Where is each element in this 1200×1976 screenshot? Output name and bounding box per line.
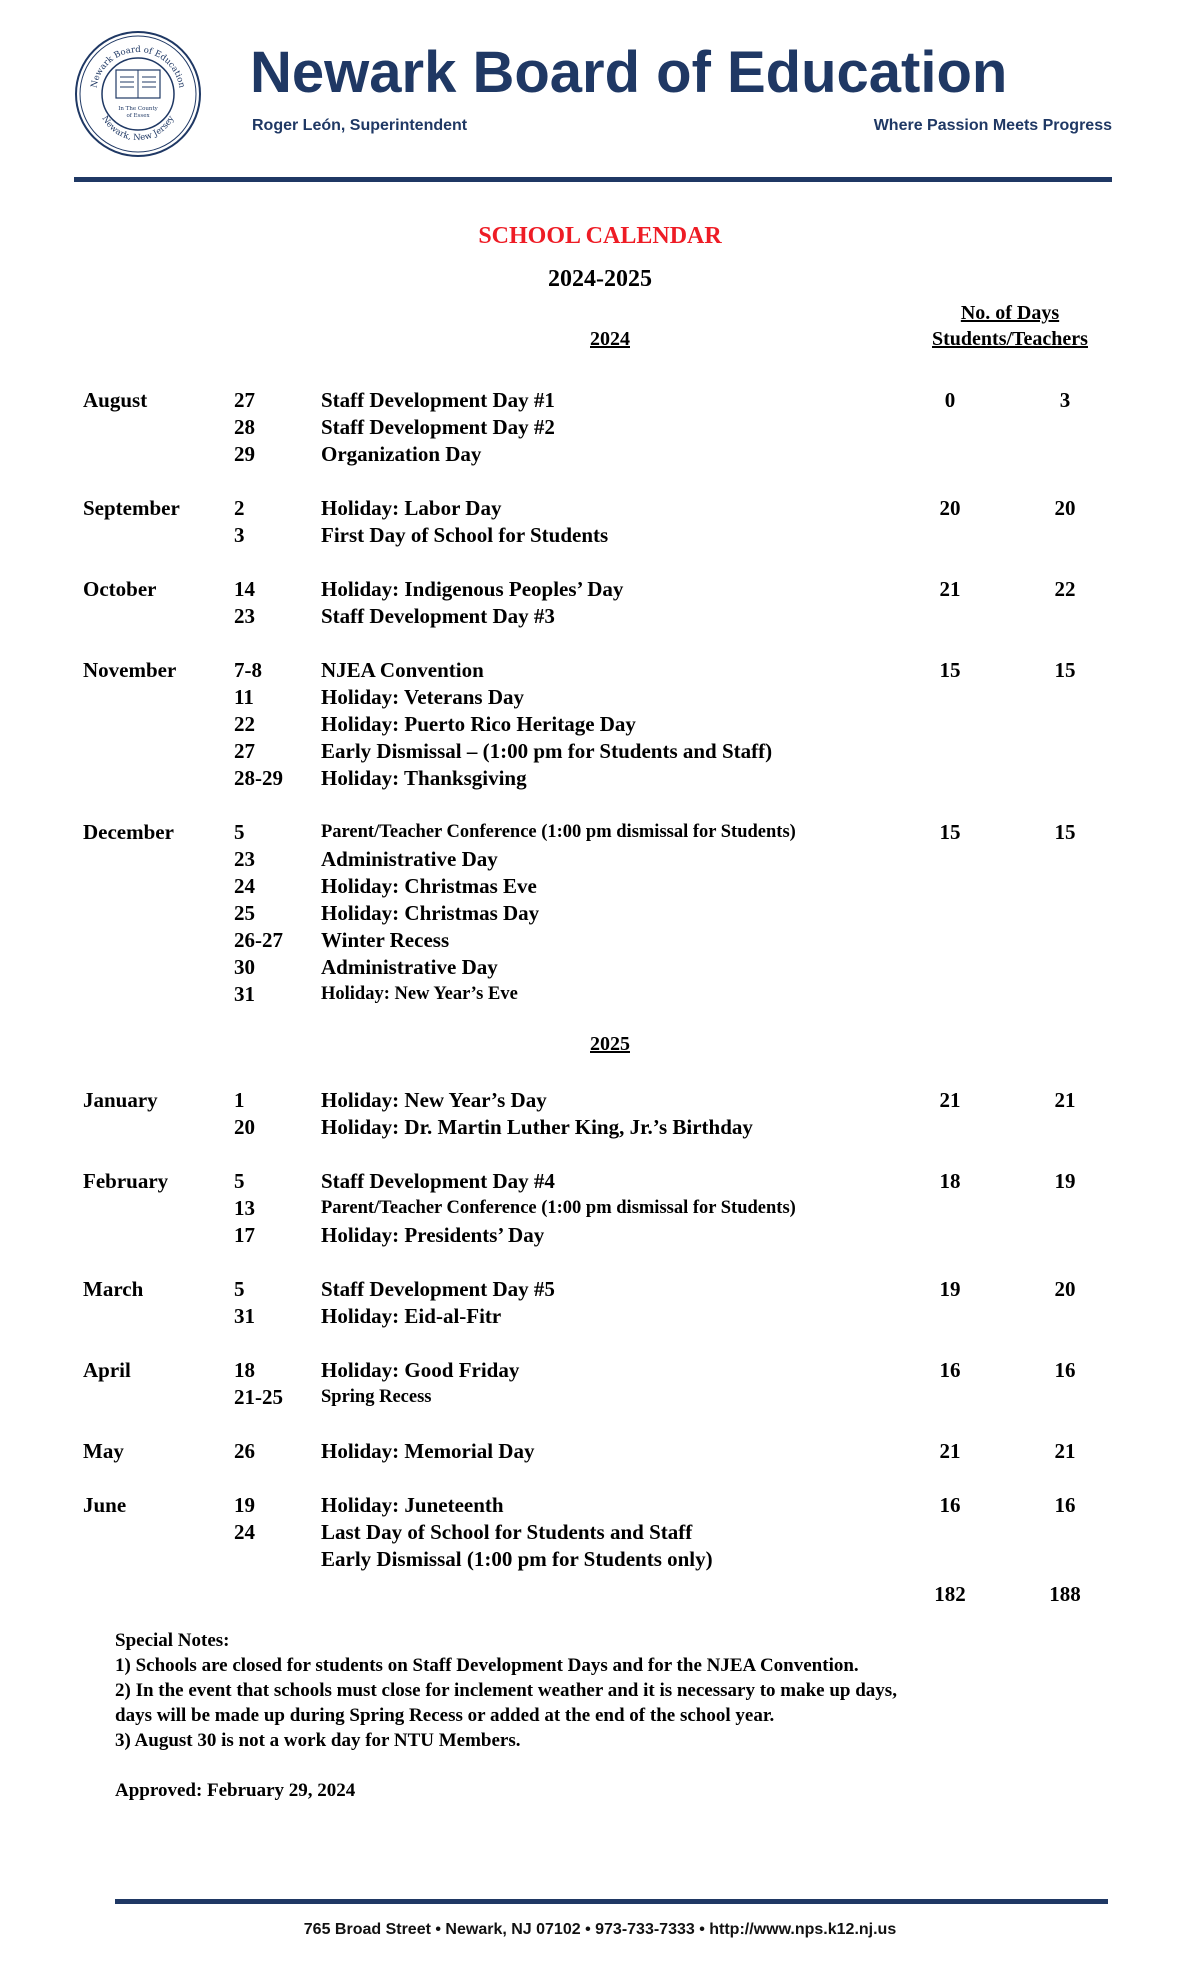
svg-text:Newark, New Jersey: Newark, New Jersey [99, 114, 177, 144]
row-month: April [83, 1358, 131, 1382]
row-date: 29 [234, 442, 255, 466]
calendar-row [0, 603, 1200, 630]
row-date: 28 [234, 415, 255, 439]
calendar-row [0, 927, 1200, 954]
row-event: Early Dismissal – (1:00 pm for Students and Staff) [321, 739, 773, 763]
days-column-header [900, 300, 1120, 352]
row-event: Holiday: Eid-al-Fitr [321, 1304, 502, 1328]
row-event: Holiday: Christmas Eve [321, 874, 537, 898]
row-event: Holiday: New Year’s Eve [321, 984, 518, 1004]
org-name: Newark Board of Education [250, 40, 1008, 105]
row-event: Last Day of School for Students and Staff [321, 1520, 693, 1544]
row-date: 28-29 [234, 766, 283, 790]
note-line: 2) In the event that schools must close for inclement weather and it is necessary to make up days, [115, 1680, 897, 1701]
superintendent-name: Roger León, Superintendent [252, 117, 468, 134]
calendar-row [0, 684, 1200, 711]
row-date: 24 [234, 1520, 255, 1544]
row-student-days: 15 [939, 658, 961, 682]
row-date: 24 [234, 874, 255, 898]
row-teacher-days: 19 [1054, 1169, 1076, 1193]
calendar-row [0, 819, 1200, 846]
calendar-row [0, 981, 1200, 1008]
row-event: Winter Recess [321, 928, 450, 952]
footer-address: 765 Broad Street • Newark, NJ 07102 • 973-733-7333 • http://www.nps.k12.nj.us [303, 1921, 897, 1938]
calendar-row [0, 1303, 1200, 1330]
row-date: 5 [234, 820, 245, 844]
approval-date: Approved: February 29, 2024 [115, 1780, 356, 1801]
row-event: Holiday: Labor Day [321, 496, 502, 520]
row-student-days: 19 [939, 1277, 961, 1301]
row-teacher-days: 15 [1054, 658, 1076, 682]
row-event: Spring Recess [321, 1387, 432, 1407]
row-month: February [83, 1169, 169, 1193]
row-event: Holiday: Presidents’ Day [321, 1223, 545, 1247]
board-seal-icon [74, 30, 202, 158]
calendar-row [0, 765, 1200, 792]
row-date: 11 [234, 685, 254, 709]
row-event: Administrative Day [321, 847, 498, 871]
row-event: Holiday: Memorial Day [321, 1439, 535, 1463]
row-date: 27 [234, 739, 255, 763]
row-month: June [83, 1493, 127, 1517]
row-event: Staff Development Day #1 [321, 388, 555, 412]
calendar-row [0, 1168, 1200, 1195]
total-students: 182 [934, 1582, 966, 1606]
row-date: 18 [234, 1358, 255, 1382]
row-event: Holiday: Dr. Martin Luther King, Jr.’s Birthday [321, 1115, 753, 1139]
row-student-days: 16 [939, 1493, 961, 1517]
row-student-days: 21 [939, 1439, 961, 1463]
row-event: Staff Development Day #4 [321, 1169, 555, 1193]
row-date: 14 [234, 577, 255, 601]
row-teacher-days: 22 [1054, 577, 1076, 601]
row-teacher-days: 21 [1054, 1439, 1076, 1463]
svg-text:Newark Board of Education: Newark Board of Education [89, 44, 187, 89]
calendar-row [0, 522, 1200, 549]
calendar-row [0, 387, 1200, 414]
calendar-row [0, 1519, 1200, 1546]
row-event: Holiday: Good Friday [321, 1358, 520, 1382]
calendar-row [0, 873, 1200, 900]
calendar-row [0, 441, 1200, 468]
year-heading-2024: 2024 [590, 328, 630, 350]
row-student-days: 16 [939, 1358, 961, 1382]
special-notes [115, 1628, 897, 1753]
row-event: First Day of School for Students [321, 523, 609, 547]
row-event: Early Dismissal (1:00 pm for Students only) [321, 1547, 713, 1571]
calendar-row [0, 495, 1200, 522]
row-date: 31 [234, 1304, 255, 1328]
calendar-row [0, 1276, 1200, 1303]
row-event: Holiday: Puerto Rico Heritage Day [321, 712, 636, 736]
svg-text:of Essex: of Essex [126, 113, 150, 119]
row-date: 19 [234, 1493, 255, 1517]
note-line: 3) August 30 is not a work day for NTU Members. [115, 1730, 521, 1751]
row-month: March [83, 1277, 144, 1301]
row-event: Holiday: Veterans Day [321, 685, 525, 709]
row-event: Parent/Teacher Conference (1:00 pm dismissal for Students) [321, 1198, 796, 1218]
row-date: 23 [234, 604, 255, 628]
row-event: Staff Development Day #2 [321, 415, 555, 439]
row-date: 20 [234, 1115, 255, 1139]
row-student-days: 18 [939, 1169, 961, 1193]
row-event: Parent/Teacher Conference (1:00 pm dismissal for Students) [321, 822, 796, 842]
row-teacher-days: 20 [1054, 1277, 1076, 1301]
row-event: Organization Day [321, 442, 482, 466]
notes-heading: Special Notes: [115, 1630, 230, 1651]
calendar-row [0, 900, 1200, 927]
calendar-row [0, 954, 1200, 981]
row-month: November [83, 658, 177, 682]
row-month: May [83, 1439, 124, 1463]
calendar-row [0, 738, 1200, 765]
row-month: January [83, 1088, 158, 1112]
row-date: 21-25 [234, 1385, 283, 1409]
days-header-line2: Students/Teachers [932, 328, 1088, 350]
calendar-row [0, 1222, 1200, 1249]
calendar-row [0, 1546, 1200, 1573]
row-date: 26 [234, 1439, 255, 1463]
note-line: 1) Schools are closed for students on Staff Development Days and for the NJEA Convention. [115, 1655, 859, 1676]
calendar-row [0, 846, 1200, 873]
calendar-year-range: 2024-2025 [548, 266, 652, 292]
row-date: 5 [234, 1169, 245, 1193]
row-date: 7-8 [234, 658, 262, 682]
row-teacher-days: 16 [1054, 1493, 1076, 1517]
row-date: 2 [234, 496, 245, 520]
row-month: September [83, 496, 180, 520]
calendar-title: SCHOOL CALENDAR [478, 223, 722, 249]
calendar-row [0, 1492, 1200, 1519]
note-line: days will be made up during Spring Recess or added at the end of the school year. [115, 1705, 775, 1726]
row-date: 22 [234, 712, 255, 736]
row-student-days: 20 [939, 496, 961, 520]
row-teacher-days: 20 [1054, 496, 1076, 520]
row-student-days: 21 [939, 577, 961, 601]
calendar-row [0, 1438, 1200, 1465]
calendar-row [0, 1384, 1200, 1411]
row-date: 23 [234, 847, 255, 871]
calendar-row [0, 414, 1200, 441]
calendar-row [0, 1195, 1200, 1222]
row-event: Administrative Day [321, 955, 498, 979]
row-date: 26-27 [234, 928, 283, 952]
row-month: October [83, 577, 157, 601]
row-student-days: 21 [939, 1088, 961, 1112]
calendar-row [0, 711, 1200, 738]
row-event: Holiday: Thanksgiving [321, 766, 527, 790]
row-student-days: 15 [939, 820, 961, 844]
row-event: Holiday: Indigenous Peoples’ Day [321, 577, 624, 601]
row-event: Holiday: New Year’s Day [321, 1088, 547, 1112]
row-date: 30 [234, 955, 255, 979]
calendar-row [0, 1357, 1200, 1384]
calendar-row [0, 1087, 1200, 1114]
tagline: Where Passion Meets Progress [873, 117, 1112, 134]
row-teacher-days: 3 [1059, 388, 1071, 412]
calendar-row [0, 576, 1200, 603]
calendar-row [0, 1114, 1200, 1141]
row-date: 27 [234, 388, 255, 412]
row-event: Holiday: Juneteenth [321, 1493, 504, 1517]
footer-divider [115, 1899, 1108, 1904]
row-event: Staff Development Day #3 [321, 604, 555, 628]
row-date: 1 [234, 1088, 245, 1112]
row-date: 31 [234, 982, 255, 1006]
row-event: Staff Development Day #5 [321, 1277, 555, 1301]
row-date: 17 [234, 1223, 255, 1247]
header-divider [74, 177, 1112, 182]
svg-text:In The County: In The County [118, 106, 158, 112]
row-date: 13 [234, 1196, 255, 1220]
row-event: NJEA Convention [321, 658, 484, 682]
row-teacher-days: 15 [1054, 820, 1076, 844]
total-teachers: 188 [1049, 1582, 1081, 1606]
row-student-days: 0 [944, 388, 956, 412]
row-month: August [83, 388, 148, 412]
row-date: 25 [234, 901, 255, 925]
days-header-line1: No. of Days [960, 302, 1060, 324]
year-heading-2025: 2025 [590, 1033, 630, 1055]
row-teacher-days: 16 [1054, 1358, 1076, 1382]
row-teacher-days: 21 [1054, 1088, 1076, 1112]
calendar-row [0, 657, 1200, 684]
row-date: 5 [234, 1277, 245, 1301]
row-event: Holiday: Christmas Day [321, 901, 540, 925]
row-date: 3 [234, 523, 245, 547]
row-month: December [83, 820, 174, 844]
